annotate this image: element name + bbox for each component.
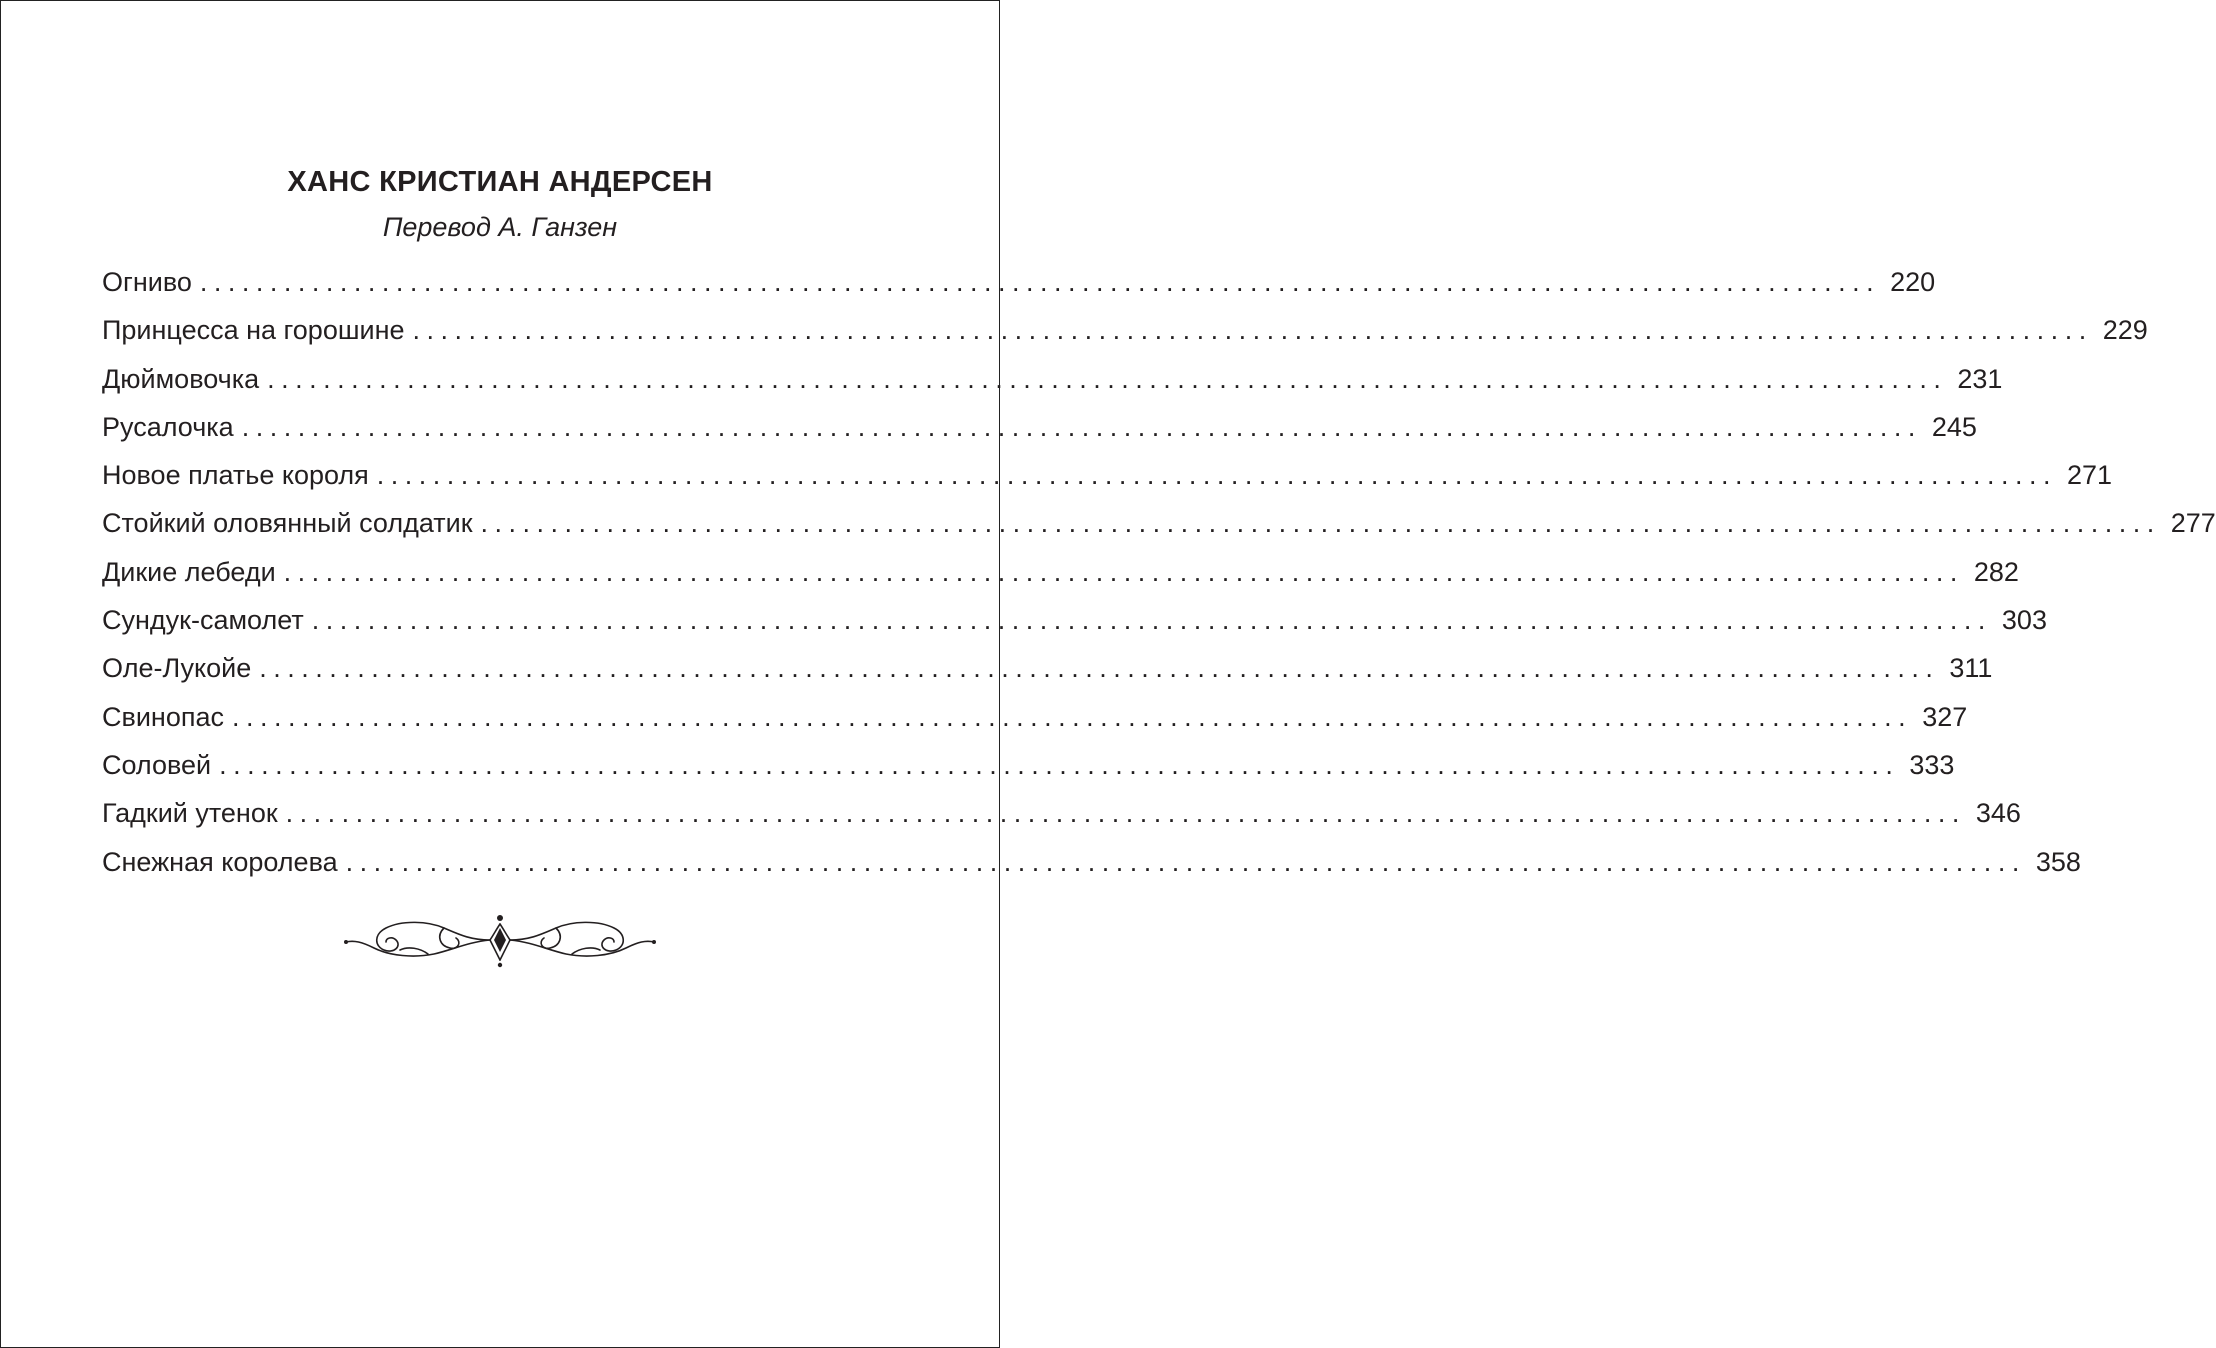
toc-entry[interactable] bbox=[102, 359, 2003, 407]
toc-entry-title: Новое платье короля bbox=[102, 460, 369, 491]
toc-leader-dots: ........................................................................................................................ bbox=[267, 363, 1948, 394]
toc-entry[interactable] bbox=[102, 745, 1955, 793]
toc-leader-dots: ........................................................................................................................ bbox=[376, 460, 2057, 491]
toc-entry-page: 271 bbox=[2066, 460, 2113, 491]
toc-entry-title: Дикие лебеди bbox=[102, 556, 276, 587]
toc-entry-page: 346 bbox=[1975, 798, 2021, 829]
table-of-contents bbox=[102, 262, 2216, 890]
toc-entry[interactable] bbox=[102, 600, 2047, 648]
toc-entry-title: Принцесса на горошине bbox=[102, 315, 405, 346]
toc-entry-page: 220 bbox=[1890, 267, 1936, 297]
toc-leader-dots: ........................................................................................................................ bbox=[345, 846, 2026, 877]
toc-entry[interactable] bbox=[102, 407, 1977, 455]
toc-leader-dots: ........................................................................................................................ bbox=[199, 267, 1881, 297]
author-heading: ХАНС КРИСТИАН АНДЕРСЕН bbox=[287, 166, 713, 198]
toc-entry-page: 245 bbox=[1931, 411, 1977, 442]
translator-subheading: Перевод А. Ганзен bbox=[382, 212, 618, 242]
toc-entry[interactable] bbox=[102, 455, 2113, 503]
toc-entry-title: Русалочка bbox=[102, 411, 234, 442]
toc-leader-dots: ........................................................................................................................ bbox=[259, 653, 1940, 684]
toc-leader-dots: ........................................................................................................................ bbox=[283, 556, 1964, 587]
toc-entry-title: Сундук-самолет bbox=[102, 605, 304, 636]
toc-leader-dots: ........................................................................................................................ bbox=[285, 798, 1966, 829]
toc-entry-title: Свинопас bbox=[102, 701, 224, 732]
toc-entry-page: 231 bbox=[1957, 363, 2003, 394]
toc-entry[interactable] bbox=[102, 503, 2216, 551]
toc-entry[interactable] bbox=[102, 648, 1993, 696]
toc-leader-dots: ........................................................................................................................ bbox=[219, 749, 1900, 780]
toc-entry-title: Гадкий утенок bbox=[102, 798, 278, 829]
toc-entry-title: Дюймовочка bbox=[102, 363, 260, 394]
toc-leader-dots: ........................................................................................................................ bbox=[480, 508, 2161, 539]
toc-entry-page: 277 bbox=[2170, 508, 2216, 539]
toc-leader-dots: ........................................................................................................................ bbox=[232, 701, 1913, 732]
toc-leader-dots: ........................................................................................................................ bbox=[412, 315, 2093, 346]
toc-entry-page: 327 bbox=[1922, 701, 1968, 732]
toc-entry-title: Оле-Лукойе bbox=[102, 653, 252, 684]
toc-entry-title: Снежная королева bbox=[102, 846, 338, 877]
toc-entry[interactable] bbox=[102, 262, 1936, 310]
toc-entry-page: 311 bbox=[1949, 653, 1993, 684]
toc-entry[interactable] bbox=[102, 697, 1968, 745]
toc-entry[interactable] bbox=[102, 310, 2148, 358]
toc-entry-page: 333 bbox=[1909, 749, 1955, 780]
toc-entry[interactable] bbox=[102, 552, 2019, 600]
toc-leader-dots: ........................................................................................................................ bbox=[311, 605, 1992, 636]
toc-entry[interactable] bbox=[102, 842, 2081, 890]
toc-entry-title: Соловей bbox=[102, 749, 212, 780]
toc-entry-page: 229 bbox=[2102, 315, 2148, 346]
flourish-divider-icon bbox=[340, 910, 660, 970]
toc-entry-title: Огниво bbox=[102, 267, 192, 297]
toc-leader-dots: ........................................................................................................................ bbox=[241, 411, 1922, 442]
toc-entry-page: 282 bbox=[1973, 556, 2019, 587]
toc-entry-title: Стойкий оловянный солдатик bbox=[102, 508, 473, 539]
toc-entry[interactable] bbox=[102, 793, 2021, 841]
toc-entry-page: 358 bbox=[2035, 846, 2081, 877]
toc-entry-page: 303 bbox=[2001, 605, 2047, 636]
